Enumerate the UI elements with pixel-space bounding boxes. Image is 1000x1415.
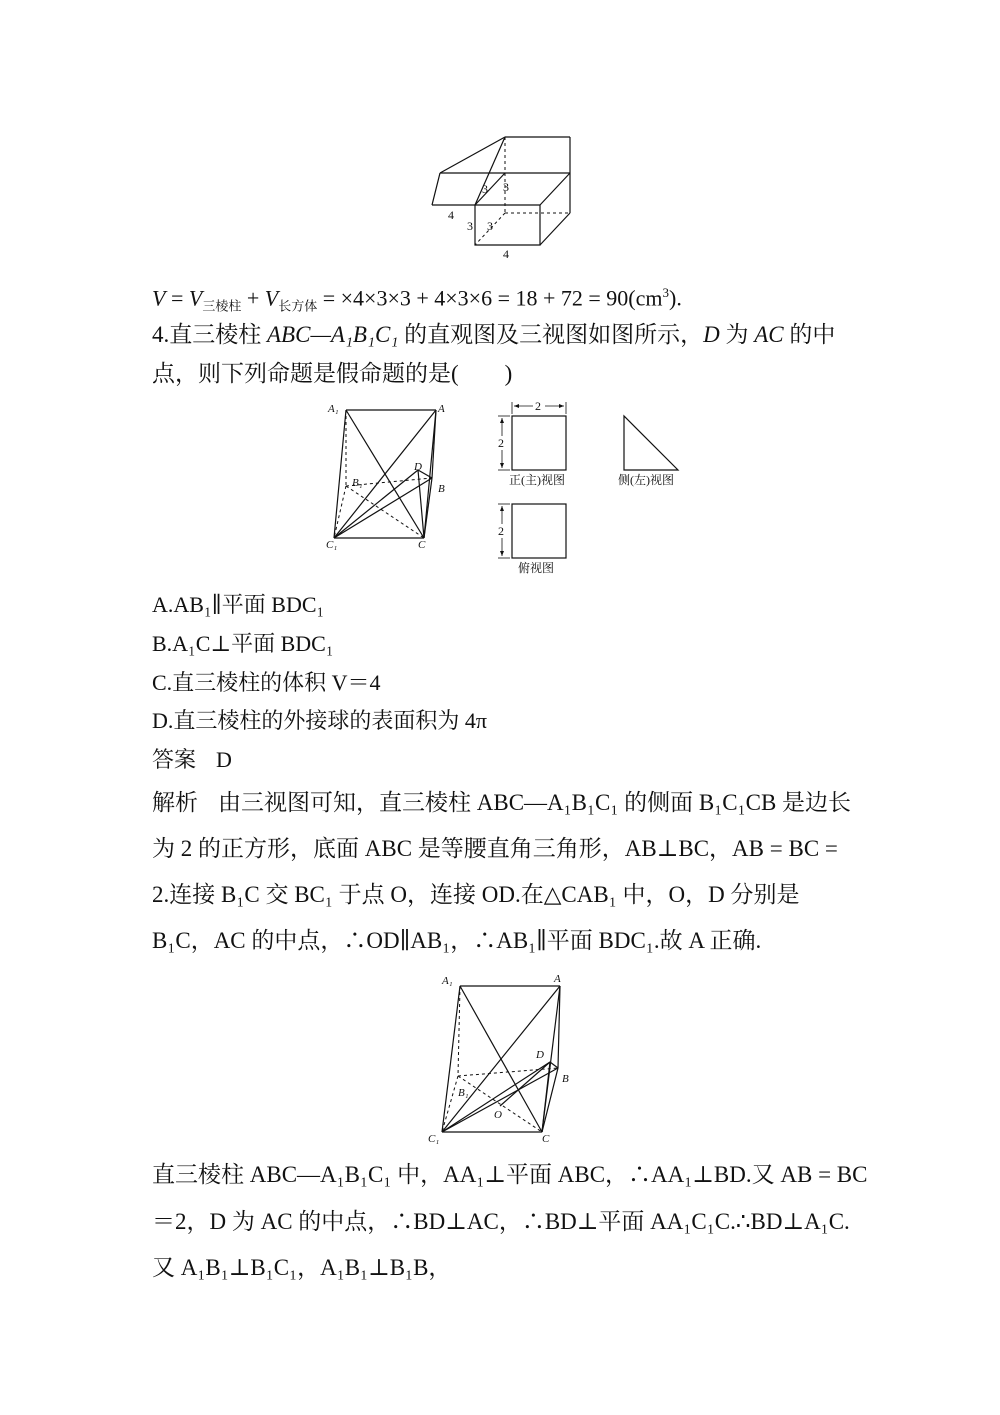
fig1-label: 3 [467,219,473,233]
tail-line-1: 直三棱柱 ABC—A₁B₁C₁ 中，AA₁⊥平面 ABC，∴AA₁⊥BD.又 AB = BC [152,1162,868,1187]
vertex-c-label: C [542,1133,550,1145]
formula-sup: 3 [662,285,670,300]
dim-label: 2 [498,436,504,450]
vertex-c1-label: C₁ [326,539,338,551]
fig1-label: 3 [503,180,509,194]
q4-text: 的直观图及三视图如图所示， [398,322,704,347]
dim-label: 2 [498,524,504,538]
q4-point-d: D [703,322,720,347]
option-b: B.A₁C⊥平面 BDC₁ [152,631,334,656]
front-view-caption: 正(主)视图 [509,473,565,487]
analysis-line-2: 为 2 的正方形，底面 ABC 是等腰直角三角形，AB⊥BC，AB = BC = [152,836,838,861]
point-o-label: O [494,1109,502,1121]
formula-expr: = ×4×3×3 + 4×3×6 = 18 + 72 = 90(cm [317,285,663,311]
vertex-c-label: C [418,539,426,551]
question-4-line-2: 点，则下列命题是假命题的是( ) [152,361,513,386]
vertex-d-label: D [414,461,422,473]
vertex-a1-label: A₁ [328,403,339,415]
formula-plus: + [241,285,265,311]
q4-segment-ac: AC [754,322,784,347]
tail-line-3: 又 A₁B₁⊥B₁C₁，A₁B₁⊥B₁B， [152,1255,452,1280]
analysis-line-4: B₁C，AC 的中点，∴OD∥AB₁，∴AB₁∥平面 BDC₁.故 A 正确. [152,928,762,953]
figure-prism-with-o [420,970,590,1148]
answer-label: 答案 [152,747,197,772]
q4-text: 为 [719,322,755,347]
vertex-b-label: B [438,483,445,495]
answer-value: D [216,747,232,772]
question-4-line-1 [152,320,835,350]
vertex-b1-label: B₁ [458,1087,469,1099]
side-view-caption: 侧(左)视图 [618,473,674,487]
vertex-a-label: A [438,403,445,415]
option-c: C.直三棱柱的体积 V＝4 [152,670,381,695]
top-view-caption: 俯视图 [518,561,555,575]
answer-line [152,745,232,775]
fig1-label: 4 [503,247,509,261]
formula-end: ). [669,285,682,311]
tail-line-2: ＝2，D 为 AC 的中点，∴BD⊥AC，∴BD⊥平面 AA₁C₁C.∴BD⊥A₁C. [152,1209,850,1234]
dim-label: 2 [535,399,541,413]
vertex-a1-label: A₁ [442,975,453,987]
formula-v: V [152,285,166,311]
vertex-b-label: B [562,1073,569,1085]
analysis-text: 由三视图可知，直三棱柱 ABC—A₁B₁C₁ 的侧面 B₁C₁CB 是边长 [218,790,852,815]
option-a: A.AB₁∥平面 BDC₁ [152,592,325,617]
option-d: D.直三棱柱的外接球的表面积为 4π [152,708,487,733]
q4-prism: ABC—A₁B₁C₁ [267,322,399,347]
q4-prefix: 4.直三棱柱 [152,322,267,347]
vertex-b1-label: B₁ [352,477,363,489]
figure-prism-views [320,398,700,578]
formula-sub-prism: 三棱柱 [202,298,242,314]
analysis-line-1 [152,788,851,818]
analysis-label: 解析 [152,790,198,815]
vertex-d-label: D [536,1049,544,1061]
q4-text: 的中 [783,322,836,347]
analysis-line-3: 2.连接 B₁C 交 BC₁ 于点 O，连接 OD.在△CAB₁ 中，O，D 分别是 [152,882,800,907]
vertex-a-label: A [554,973,561,985]
fig1-label: 4 [448,208,454,222]
formula-sub-cuboid: 长方体 [278,298,318,314]
formula-v: V [188,285,203,311]
formula-eq: = [165,285,189,311]
formula-v: V [264,285,279,311]
fig1-label: 3 [487,219,493,233]
fig1-label: 3 [482,182,488,196]
vertex-c1-label: C₁ [428,1133,440,1145]
volume-formula [152,278,682,322]
figure-composite-solid [420,125,590,265]
